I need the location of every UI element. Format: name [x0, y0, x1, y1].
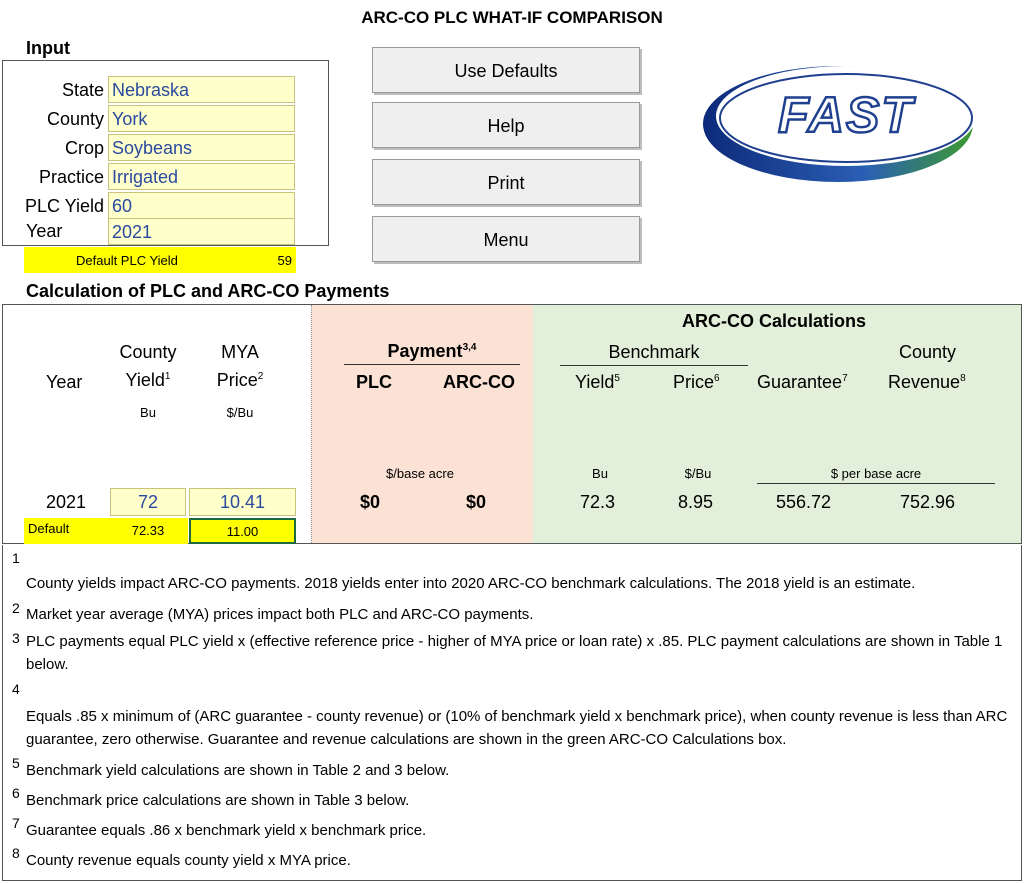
- guarantee-value: 556.72: [776, 492, 832, 512]
- mya-top-header: MYA: [221, 342, 259, 362]
- crop-label: Crop: [64, 138, 104, 158]
- yield-sup: 1: [164, 371, 171, 382]
- note-4-number: 4: [12, 681, 20, 697]
- input-heading: Input: [26, 38, 70, 58]
- county-revenue-value: 752.96: [900, 492, 956, 512]
- menu-button[interactable]: Menu: [372, 216, 640, 262]
- bm-yield-text: Yield: [575, 372, 615, 392]
- mya-price-header: [200, 370, 280, 391]
- logo-text: FAST: [778, 87, 914, 143]
- county-revenue-top-header: County: [899, 342, 957, 362]
- year-label: Year: [26, 221, 63, 241]
- note-4: Equals .85 x minimum of (ARC guarantee - county revenue) or (10% of benchmark yield x benchmark price), when county revenue is less than ARC guarantee, zero otherwise. Guarantee and revenue calculations are shown in the green ARC-CO Calculations box.: [26, 708, 1008, 748]
- benchmark-yield-header: [575, 372, 620, 393]
- state-field[interactable]: Nebraska: [108, 76, 295, 103]
- yield-header-text: Yield: [125, 370, 165, 390]
- note-3: PLC payments equal PLC yield x (effective reference price - higher of MYA price or loan rate) x .85. PLC payment calculations are shown in Table 1 below.: [26, 633, 1003, 673]
- bm-yield-sup: 5: [614, 373, 620, 384]
- note-6: Benchmark price calculations are shown in Table 3 below.: [26, 792, 410, 809]
- state-label: State: [61, 80, 104, 100]
- bm-price-sup: 6: [714, 373, 720, 384]
- price-unit: $/Bu: [226, 405, 254, 420]
- default-plc-label: Default PLC Yield: [76, 253, 178, 268]
- payment-header-text: Payment: [387, 341, 463, 361]
- default-county-yield: 72.33: [110, 518, 186, 544]
- note-7-number: 7: [12, 815, 20, 831]
- fast-logo: [700, 60, 980, 190]
- revenue-text: Revenue: [888, 372, 961, 392]
- year-field[interactable]: 2021: [108, 218, 295, 245]
- revenue-sup: 8: [960, 373, 966, 384]
- default-plc-yield: [24, 247, 296, 273]
- plc-yield-label: PLC Yield: [24, 196, 104, 216]
- bm-price-text: Price: [673, 372, 715, 392]
- note-5-number: 5: [12, 755, 20, 771]
- page-title: ARC-CO PLC WHAT-IF COMPARISON: [361, 8, 663, 27]
- note-8-number: 8: [12, 845, 20, 861]
- default-plc-value: 59: [277, 253, 292, 268]
- payment-header: [344, 341, 520, 365]
- benchmark-yield-value: 72.3: [580, 492, 616, 512]
- practice-field[interactable]: Irrigated: [108, 163, 295, 190]
- price-sup: 2: [257, 371, 264, 382]
- mya-price-input[interactable]: 10.41: [189, 488, 296, 516]
- default-mya-price[interactable]: 11.00: [189, 518, 296, 544]
- note-1: County yields impact ARC-CO payments. 2018 yields enter into 2020 ARC-CO benchmark calculations. The 2018 yield is an estimate.: [26, 575, 916, 592]
- plc-payment-value: $0: [360, 492, 381, 512]
- plc-yield-field[interactable]: 60: [108, 192, 295, 219]
- note-3-number: 3: [12, 630, 20, 646]
- fast-logo-icon: [700, 60, 980, 190]
- arc-co-header: ARC-CO: [443, 372, 515, 392]
- crop-field[interactable]: Soybeans: [108, 134, 295, 161]
- plc-header: PLC: [356, 372, 392, 392]
- arc-co-heading: ARC-CO Calculations: [682, 311, 867, 331]
- payment-sup: 3,4: [462, 342, 477, 353]
- guarantee-sup: 7: [842, 373, 848, 384]
- note-2-number: 2: [12, 600, 20, 616]
- note-6-number: 6: [12, 785, 20, 801]
- guarantee-header: [757, 372, 848, 393]
- county-label: County: [46, 109, 104, 129]
- county-field[interactable]: York: [108, 105, 295, 132]
- bm-price-unit: $/Bu: [684, 466, 712, 481]
- bm-bu-unit: Bu: [592, 466, 608, 481]
- per-base-acre-unit: $ per base acre: [757, 466, 995, 484]
- county-yield-input[interactable]: 72: [110, 488, 186, 516]
- note-2: Market year average (MYA) prices impact both PLC and ARC-CO payments.: [26, 606, 534, 623]
- year-header: Year: [46, 372, 83, 392]
- guarantee-text: Guarantee: [757, 372, 843, 392]
- default-row-label: Default: [28, 521, 70, 536]
- benchmark-price-header: [673, 372, 720, 393]
- note-7: Guarantee equals .86 x benchmark yield x benchmark price.: [26, 822, 427, 839]
- print-button[interactable]: Print: [372, 159, 640, 205]
- calc-heading: Calculation of PLC and ARC-CO Payments: [26, 281, 390, 301]
- note-8: County revenue equals county yield x MYA price.: [26, 852, 351, 869]
- payment-unit: $/base acre: [386, 466, 454, 481]
- help-button[interactable]: Help: [372, 102, 640, 148]
- note-5: Benchmark yield calculations are shown in Table 2 and 3 below.: [26, 762, 450, 779]
- price-header-text: Price: [216, 370, 258, 390]
- benchmark-header: Benchmark: [560, 342, 748, 366]
- row-year: 2021: [46, 492, 87, 512]
- bu-unit: Bu: [140, 405, 156, 420]
- use-defaults-button[interactable]: Use Defaults: [372, 47, 640, 93]
- note-1-number: 1: [12, 550, 20, 566]
- arc-co-payment-value: $0: [466, 492, 487, 512]
- revenue-header: [888, 372, 966, 393]
- benchmark-price-value: 8.95: [678, 492, 714, 512]
- county-top-header: County: [119, 342, 177, 362]
- county-yield-header: [108, 370, 188, 391]
- practice-label: Practice: [38, 167, 104, 187]
